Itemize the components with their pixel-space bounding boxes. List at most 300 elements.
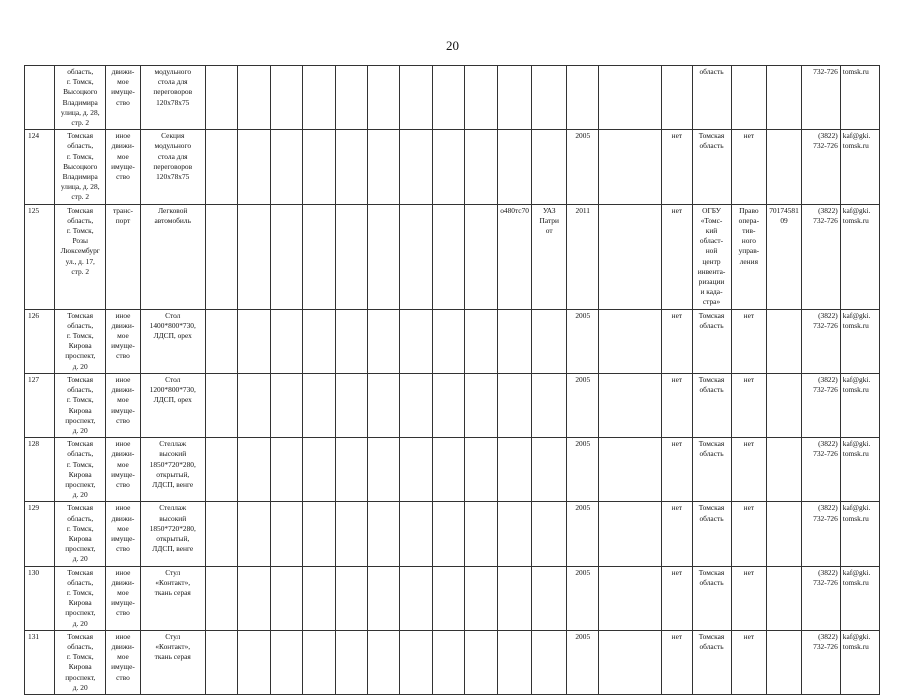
cell-holder-line: Томская [698, 131, 725, 141]
empty-cell [270, 66, 302, 130]
cell-address-line: г. Томск, [66, 395, 94, 405]
cell-number [25, 502, 55, 566]
cell-model [532, 502, 567, 566]
cell-address-line: стр. 2 [71, 192, 90, 202]
cell-model [532, 373, 567, 437]
cell-item-name [140, 566, 205, 630]
cell-address [55, 309, 106, 373]
empty-cell [599, 66, 662, 130]
cell-phone [801, 66, 840, 130]
cell-email [840, 130, 879, 204]
cell-email-line: tomsk.ru [842, 67, 869, 76]
cell-holder-line: ной [705, 246, 718, 256]
cell-property-type [106, 502, 141, 566]
cell-right-line: нет [743, 310, 755, 320]
cell-address-line: г. Томск, [66, 587, 94, 597]
cell-model [532, 204, 567, 309]
cell-address-line: Томская [67, 631, 94, 641]
empty-cell [367, 373, 399, 437]
cell-encumbrance [662, 66, 692, 130]
cell-address-line: г. Томск, [66, 652, 94, 662]
cell-phone-line: (3822) [818, 567, 838, 577]
table-row [25, 204, 880, 309]
cell-email-line: kaf@gki. [842, 503, 871, 513]
cell-year [567, 130, 599, 204]
cell-holder [692, 438, 731, 502]
cell-address-line: Кирова [68, 405, 92, 415]
cell-right-line: нет [743, 439, 755, 449]
cell-item-name-line: Стеллаж [159, 439, 187, 449]
cell-address-line: Томская [67, 374, 94, 384]
cell-item-name [140, 373, 205, 437]
property-registry-table [24, 65, 880, 695]
empty-cell [465, 66, 497, 130]
cell-email [840, 502, 879, 566]
cell-address [55, 566, 106, 630]
cell-property-type-line: мое [117, 459, 129, 469]
empty-cell [205, 373, 237, 437]
empty-cell [238, 204, 270, 309]
cell-item-name-line: модульного [154, 67, 192, 76]
cell-address-line: Владимира [62, 97, 98, 107]
cell-property-type-line: ство [116, 415, 130, 425]
cell-item-name-line: открытый, [156, 469, 190, 479]
empty-cell [599, 502, 662, 566]
cell-item-name [140, 66, 205, 130]
table-row [25, 66, 880, 130]
cell-address-line: проспект, [65, 479, 96, 489]
cell-right [731, 502, 767, 566]
empty-cell [432, 438, 464, 502]
cell-encumbrance-line: нет [671, 439, 683, 449]
cell-address-line: область, [67, 513, 94, 523]
cell-phone-line: 732-726 [813, 449, 838, 459]
cell-address-line: область, [67, 385, 94, 395]
cell-encumbrance [662, 373, 692, 437]
cell-property-type-line: движи- [111, 320, 135, 330]
cell-item-name-line: переговоров [153, 87, 193, 97]
empty-cell [303, 566, 335, 630]
cell-property-type-line: имуще- [111, 405, 135, 415]
cell-email [840, 373, 879, 437]
cell-right-line: управ- [738, 246, 760, 256]
cell-item-name [140, 502, 205, 566]
cell-property-type-line: мое [117, 523, 129, 533]
cell-item-name-line: переговоров [153, 161, 193, 171]
empty-cell [205, 130, 237, 204]
cell-plate [497, 66, 532, 130]
cell-encumbrance-line: нет [671, 205, 683, 215]
empty-cell [367, 502, 399, 566]
table-row [25, 373, 880, 437]
cell-encumbrance-line: нет [671, 567, 683, 577]
cell-right [731, 130, 767, 204]
empty-cell [238, 502, 270, 566]
empty-cell [303, 502, 335, 566]
page-number: 20 [446, 38, 459, 53]
empty-cell [205, 438, 237, 502]
empty-cell [465, 130, 497, 204]
cell-holder [692, 130, 731, 204]
cell-address-line: ул., д. 17, [65, 256, 95, 266]
cell-address-line: Томская [67, 131, 94, 141]
cell-phone-line: (3822) [818, 310, 838, 320]
cell-right [731, 66, 767, 130]
cell-inn [767, 204, 802, 309]
cell-item-name-line: ЛДСП, венге [152, 479, 194, 489]
cell-holder-line: область [699, 513, 724, 523]
cell-phone-line: 732-726 [813, 320, 838, 330]
cell-item-name [140, 438, 205, 502]
cell-property-type-line: транс- [112, 205, 133, 215]
cell-year [567, 566, 599, 630]
cell-item-name-line: 1850*720*280, [149, 523, 196, 533]
empty-cell [400, 373, 432, 437]
cell-email-line: tomsk.ru [842, 641, 869, 651]
cell-holder [692, 204, 731, 309]
cell-holder [692, 373, 731, 437]
empty-cell [205, 309, 237, 373]
cell-phone [801, 204, 840, 309]
cell-model [532, 566, 567, 630]
cell-phone-line: 732-726 [813, 641, 838, 651]
cell-encumbrance-line: нет [671, 131, 683, 141]
cell-address-line: область, [67, 141, 94, 151]
cell-item-name-line: 1200*800*730, [149, 385, 196, 395]
cell-item-name [140, 309, 205, 373]
cell-address-line: д. 20 [72, 490, 88, 500]
cell-address-line: Томская [67, 503, 94, 513]
table-row [25, 309, 880, 373]
cell-item-name-line: ЛДСП, венге [152, 544, 194, 554]
empty-cell [270, 373, 302, 437]
cell-address-line: Кирова [68, 598, 92, 608]
cell-address-line: Высоцкого [63, 87, 98, 97]
cell-property-type-line: ство [116, 544, 130, 554]
empty-cell [367, 66, 399, 130]
empty-cell [599, 373, 662, 437]
cell-email-line: tomsk.ru [842, 513, 869, 523]
cell-phone [801, 130, 840, 204]
empty-cell [465, 438, 497, 502]
cell-item-name-line: ЛДСП, орех [153, 395, 192, 405]
cell-item-name-line: 120х78х75 [156, 97, 190, 107]
empty-cell [335, 566, 367, 630]
cell-year-line: 2011 [575, 205, 591, 215]
cell-property-type-line: ство [116, 172, 130, 182]
cell-item-name-line: автомобиль [154, 215, 191, 225]
empty-cell [367, 309, 399, 373]
empty-cell [205, 566, 237, 630]
cell-item-name-line: высокий [159, 449, 187, 459]
cell-item-name-line: модульного [154, 141, 192, 151]
cell-email [840, 66, 879, 130]
empty-cell [599, 309, 662, 373]
cell-email-line: kaf@gki. [842, 131, 871, 141]
cell-address-line: Кирова [68, 662, 92, 672]
empty-cell [400, 309, 432, 373]
cell-email [840, 204, 879, 309]
cell-address-line: д. 20 [72, 361, 88, 371]
cell-address [55, 373, 106, 437]
cell-address-line: область, [67, 641, 94, 651]
cell-address-line: Владимира [62, 172, 98, 182]
cell-plate [497, 502, 532, 566]
cell-year [567, 309, 599, 373]
cell-encumbrance [662, 309, 692, 373]
cell-email [840, 566, 879, 630]
cell-phone-line: (3822) [818, 374, 838, 384]
cell-year-line: 2005 [575, 439, 591, 449]
cell-property-type-line: движи- [111, 641, 135, 651]
cell-model [532, 438, 567, 502]
cell-encumbrance [662, 502, 692, 566]
empty-cell [335, 373, 367, 437]
empty-cell [238, 130, 270, 204]
empty-cell [303, 204, 335, 309]
empty-cell [335, 130, 367, 204]
cell-property-type-line: иное [115, 439, 131, 449]
cell-phone-line: (3822) [818, 439, 838, 449]
empty-cell [238, 373, 270, 437]
cell-number-line: 125 [28, 205, 40, 215]
cell-year-line: 2005 [575, 503, 591, 513]
cell-item-name-line: Стол [165, 374, 181, 384]
cell-holder-line: Томская [698, 631, 725, 641]
empty-cell [432, 502, 464, 566]
table-row [25, 438, 880, 502]
cell-number [25, 130, 55, 204]
cell-item-name-line: «Контакт», [155, 577, 191, 587]
cell-address-line: Томская [67, 439, 94, 449]
cell-inn-line: 70174581 [769, 205, 799, 215]
cell-email-line: tomsk.ru [842, 577, 869, 587]
cell-holder-line: ОГБУ [702, 205, 721, 215]
cell-phone-line: (3822) [818, 631, 838, 641]
table-row [25, 130, 880, 204]
cell-phone-line: (3822) [818, 131, 838, 141]
cell-email [840, 309, 879, 373]
cell-property-type [106, 438, 141, 502]
empty-cell [270, 502, 302, 566]
empty-cell [432, 204, 464, 309]
empty-cell [303, 130, 335, 204]
cell-number-line: 127 [28, 374, 40, 384]
cell-item-name-line: 120х78х75 [156, 172, 190, 182]
cell-year-line: 2005 [575, 310, 591, 320]
cell-address-line: стр. 2 [71, 118, 90, 128]
cell-email-line: tomsk.ru [842, 320, 869, 330]
cell-holder [692, 309, 731, 373]
cell-plate [497, 373, 532, 437]
cell-property-type-line: мое [117, 395, 129, 405]
cell-phone [801, 502, 840, 566]
cell-holder [692, 566, 731, 630]
cell-item-name-line: 1850*720*280, [149, 459, 196, 469]
empty-cell [432, 566, 464, 630]
cell-property-type-line: ство [116, 479, 130, 489]
cell-address-line: Кирова [68, 341, 92, 351]
cell-property-type [106, 309, 141, 373]
cell-right-line: нет [743, 631, 755, 641]
empty-cell [335, 309, 367, 373]
cell-property-type-line: движи- [111, 449, 135, 459]
cell-address-line: Кирова [68, 469, 92, 479]
empty-cell [335, 502, 367, 566]
cell-email-line: tomsk.ru [842, 449, 869, 459]
cell-plate-line: о480тс70 [500, 205, 529, 215]
empty-cell [303, 66, 335, 130]
cell-address [55, 66, 106, 130]
cell-phone [801, 438, 840, 502]
cell-property-type-line: движи- [111, 141, 135, 151]
empty-cell [432, 130, 464, 204]
cell-number [25, 66, 55, 130]
cell-email-line: kaf@gki. [842, 310, 871, 320]
cell-address-line: г. Томск, [66, 331, 94, 341]
cell-address-line: Томская [67, 567, 94, 577]
cell-property-type-line: иное [115, 374, 131, 384]
cell-item-name [140, 130, 205, 204]
cell-email [840, 438, 879, 502]
cell-model [532, 130, 567, 204]
cell-item-name-line: стола для [157, 151, 188, 161]
cell-property-type [106, 373, 141, 437]
cell-model [532, 309, 567, 373]
cell-holder [692, 502, 731, 566]
cell-item-name-line: Стул [165, 567, 181, 577]
empty-cell [270, 204, 302, 309]
cell-property-type-line: движи- [111, 577, 135, 587]
cell-property-type-line: порт [115, 215, 131, 225]
cell-plate [497, 130, 532, 204]
empty-cell [432, 309, 464, 373]
cell-holder-line: Томская [698, 567, 725, 577]
cell-year [567, 373, 599, 437]
empty-cell [432, 66, 464, 130]
cell-address-line: проспект, [65, 544, 96, 554]
cell-holder-line: и када- [700, 287, 723, 297]
cell-phone [801, 309, 840, 373]
cell-address-line: проспект, [65, 415, 96, 425]
cell-property-type-line: мое [117, 652, 129, 662]
cell-item-name-line: «Контакт», [155, 641, 191, 651]
empty-cell [599, 130, 662, 204]
cell-year-line: 2005 [575, 131, 591, 141]
cell-right-line: нет [743, 374, 755, 384]
table-row [25, 502, 880, 566]
cell-number-line: 128 [28, 439, 40, 449]
cell-address-line: г. Томск, [66, 459, 94, 469]
cell-item-name-line: стола для [157, 77, 188, 87]
cell-item-name-line: открытый, [156, 533, 190, 543]
cell-right-line: тив- [742, 226, 756, 236]
cell-holder-line: «Томс- [700, 215, 723, 225]
cell-address-line: проспект, [65, 608, 96, 618]
cell-phone-line: 732-726 [813, 513, 838, 523]
cell-encumbrance-line: нет [671, 310, 683, 320]
cell-property-type-line: иное [115, 567, 131, 577]
cell-number-line: 129 [28, 503, 40, 513]
empty-cell [400, 502, 432, 566]
cell-address [55, 204, 106, 309]
cell-encumbrance [662, 130, 692, 204]
cell-phone-line: 732-726 [813, 577, 838, 587]
empty-cell [367, 566, 399, 630]
empty-cell [465, 204, 497, 309]
cell-phone-line: (3822) [818, 503, 838, 513]
cell-phone-line: 732-726 [813, 215, 838, 225]
empty-cell [465, 502, 497, 566]
empty-cell [335, 66, 367, 130]
empty-cell [238, 566, 270, 630]
cell-number-line: 126 [28, 310, 40, 320]
cell-property-type-line: имуще- [111, 598, 135, 608]
cell-address-line: область, [67, 577, 94, 587]
cell-year [567, 502, 599, 566]
cell-phone-line: 732-726 [813, 385, 838, 395]
cell-property-type-line: ство [116, 672, 130, 682]
empty-cell [465, 309, 497, 373]
cell-inn [767, 502, 802, 566]
cell-email-line: tomsk.ru [842, 141, 869, 151]
cell-encumbrance-line: нет [671, 631, 683, 641]
cell-number [25, 566, 55, 630]
cell-property-type-line: имуще- [111, 161, 135, 171]
cell-inn [767, 373, 802, 437]
empty-cell [400, 66, 432, 130]
cell-item-name-line: Легковой [158, 205, 188, 215]
cell-number [25, 438, 55, 502]
cell-property-type-line: имуще- [111, 87, 135, 97]
cell-address-line: г. Томск, [66, 523, 94, 533]
cell-property-type-line: движи- [111, 67, 135, 76]
cell-holder-line: область [699, 641, 724, 651]
cell-plate [497, 566, 532, 630]
cell-address-line: Томская [67, 310, 94, 320]
cell-year-line: 2005 [575, 631, 591, 641]
empty-cell [205, 66, 237, 130]
cell-address-line: проспект, [65, 672, 96, 682]
empty-cell [400, 566, 432, 630]
empty-cell [400, 204, 432, 309]
cell-address [55, 130, 106, 204]
cell-address-line: д. 20 [72, 554, 88, 564]
cell-property-type-line: имуще- [111, 533, 135, 543]
empty-cell [465, 566, 497, 630]
cell-right-line: Право [739, 205, 759, 215]
cell-holder-line: центр [702, 256, 721, 266]
empty-cell [335, 438, 367, 502]
empty-cell [238, 309, 270, 373]
cell-property-type-line: мое [117, 587, 129, 597]
cell-item-name-line: Стул [165, 631, 181, 641]
cell-item-name-line: ткань серая [154, 652, 191, 662]
cell-year [567, 204, 599, 309]
empty-cell [303, 438, 335, 502]
cell-address-line: Кирова [68, 533, 92, 543]
cell-property-type-line: мое [117, 151, 129, 161]
cell-address [55, 502, 106, 566]
cell-inn [767, 309, 802, 373]
cell-property-type-line: ство [116, 97, 130, 107]
cell-phone-line: (3822) [818, 205, 838, 215]
cell-address-line: область, [67, 215, 94, 225]
cell-holder-line: область [699, 320, 724, 330]
cell-property-type-line: мое [117, 77, 129, 87]
cell-address-line: Люксембург [60, 246, 100, 256]
cell-property-type [106, 130, 141, 204]
